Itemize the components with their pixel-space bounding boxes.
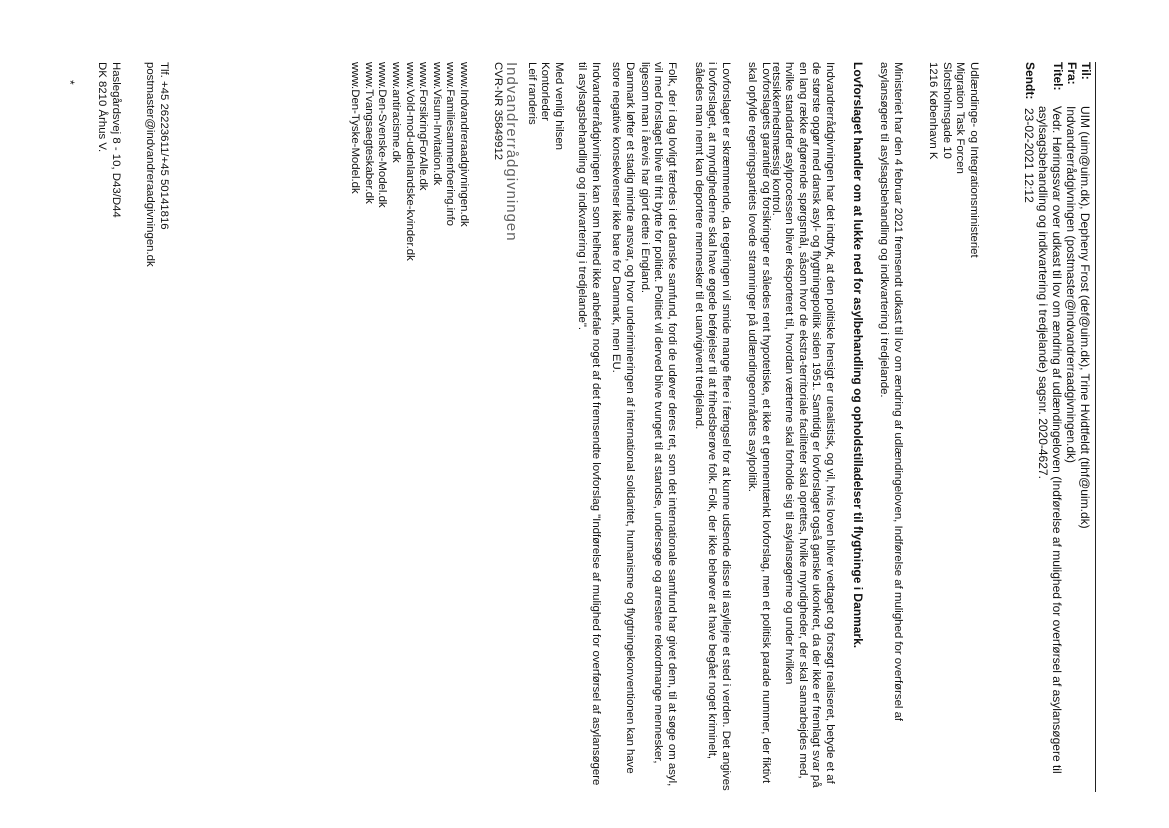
rotated-letter: [50, 62, 1100, 802]
website-link[interactable]: www.Familiesammenfoering.info: [444, 62, 457, 226]
paragraph-body: Lovforslaget er skræmmende, da regeringen vil smide mange flere i fængsel for at kunne udsende disse til asyllejre et sted i verden. Det angives i lovforslaget, at myndighederne skal have øgede beføjelser til at frihedsberøve folk. Folk, der ikke behøver at have begået noget kriminelt, således man nemt kan deportere mennesker til et uanvigivent tredjeland.: [692, 62, 732, 791]
website-link[interactable]: www.Vold-mod-udenlandske-kvinder.dk: [403, 62, 416, 261]
signature-block: [491, 62, 518, 792]
recipient-line: Slotsholmsgade 10: [940, 62, 953, 159]
website-link[interactable]: www.antiracisme.dk: [390, 62, 403, 163]
website-link[interactable]: www.Visum-Invitation.dk: [430, 62, 443, 186]
paragraph-body: Lovforslagets garantier og forsikringer er således rent hypotetiske, et ikke et gennemtænkt lovforslag, men et politisk parade nummer, der fiktivt skal opfylde regeringspartiets lovede stramninger på udlændingeområdets asylpolitik.: [746, 62, 772, 784]
website-link[interactable]: www.Indvandreraadgivningen.dk: [458, 62, 470, 227]
recipient-line: 1216 København K: [927, 62, 940, 160]
website-link[interactable]: www.Tvangsaegteskaber.dk: [362, 62, 375, 204]
closing-greeting: Med venlig hilsen: [553, 62, 565, 151]
website-link[interactable]: www.Den-Svenske-Model.dk: [376, 62, 389, 208]
header-rule: [1095, 62, 1096, 792]
phone-number: Tlf. +45 26223611/+45 50141816: [158, 62, 170, 230]
recipient-line: Migration Task Forcen: [954, 62, 967, 174]
paragraph-body: Indvandrerrådgivningen har det indtryk, at den politiske hensigt er urealistisk, og vil, hvis loven bliver vedtaget og forsøgt realiseret, betyde et af de største opgør med dansk asyl- og flygtningepolitik siden 1951. Samtidig er lovforslaget også ganske ukonkret, da der ikke er fremlagt svar på en lang række afgørende spørgsmål, såsom hvor de ekstra-territoriale faciliteter skal oprettes, hvilke myndigheder, der skal samarbejdes med, hvilke standarder asylprocessen bliver eksporteret til, hvordan værterne skal forholde sig til asylansøgerne og under hvilken retssikkerhedsmæssig kontrol.: [769, 62, 836, 788]
from-value: Indvandrerrådgivningen (postmaster@indvandrerraadgivningen.dk): [1064, 106, 1078, 464]
address-line: DK 8210 Århus V.: [96, 62, 109, 153]
asterisk-mark: *: [63, 80, 77, 85]
closing: [524, 62, 565, 792]
sent-value: 23-02-2021 12:12: [1022, 108, 1036, 203]
recipient-line: Udlændinge- og Integrationsministeriet: [968, 62, 980, 258]
title-value: Vedr. Høringssvar over udkast til lov om ændring af udlændingeloven (Indførelse af mulighed for overførsel af asylansøgere til asylsagsbehandling og indkvartering i tredjelande) sagsnr. 2020-4627.: [1036, 106, 1064, 774]
website-link[interactable]: www.ForsikringForAlle.dk: [417, 62, 430, 191]
title-label: Titel:: [1051, 62, 1065, 91]
section-heading: Lovforslaget handler om at lukke ned for asylbehandling og opholdstilladelser til flygtninge i Danmark.: [851, 62, 865, 649]
signature-links: [348, 62, 470, 792]
signature-address: [95, 62, 122, 792]
paragraph-body: Folk, der i dag lovligt færdes i det danske samfund, fordi de udøver deres ret, som det internationale samfund har givet dem, til at søge om asyl, vil med forslaget blive til frit bytte for politiet. Politiet vil derved blive tvunget til at standse, undersøge og arrestere rekordmange mennesker, ligesom man i årevis har gjort dette i England.: [638, 62, 678, 787]
signature-contact: [143, 62, 170, 792]
email-link[interactable]: postmaster@indvandreraadgivningen.dk: [144, 62, 157, 267]
website-link[interactable]: www.Den-Tyske-Model.dk: [349, 62, 362, 194]
recipient-address: [926, 62, 980, 792]
from-label: Fra:: [1065, 62, 1079, 85]
paragraph-intro: Ministeriet har den 4 februar 2021 fremsendt udkast til lov om ændring af udlændingeloven, Indførelse af mulighed for overførsel af asylansøgere til asylsagsbehandling og indkvartering i tredjelande.: [878, 62, 904, 722]
closing-name: Leif randeris: [525, 62, 538, 125]
paragraph-body: Danmark løfter et stadig mindre ansvar, og hvor underimineringen af international solidaritet, humanisme og flygtningekonventionen kan have store negative konsekvenser ikke bare for Danmark, men EU.: [610, 62, 636, 774]
to-value: UIM (uim@uim.dk), Depheny Frost (def@uim.dk), Trine Hvidtfeldt (tihf@uim.dk): [1078, 106, 1092, 529]
signature-org: Indvandrerrådgivningen: [503, 62, 520, 242]
signature-cvr: CVR-NR 35849912: [492, 62, 505, 161]
address-line: Haslegårdsvej 8 - 10, D43/D44: [110, 62, 122, 218]
paragraph-conclusion: Indvandrerrådgivningen kan som helhed ikke anbefale noget af det fremsendte lovforslag "Indførelse af mulighed for overførsel af asylansøgere til asylsagsbehandling og indkvartering i tredjelande".: [576, 62, 602, 786]
closing-title: Kontorleder: [539, 62, 552, 121]
sent-label: Sendt:: [1023, 62, 1037, 100]
to-label: Til:: [1079, 62, 1093, 80]
